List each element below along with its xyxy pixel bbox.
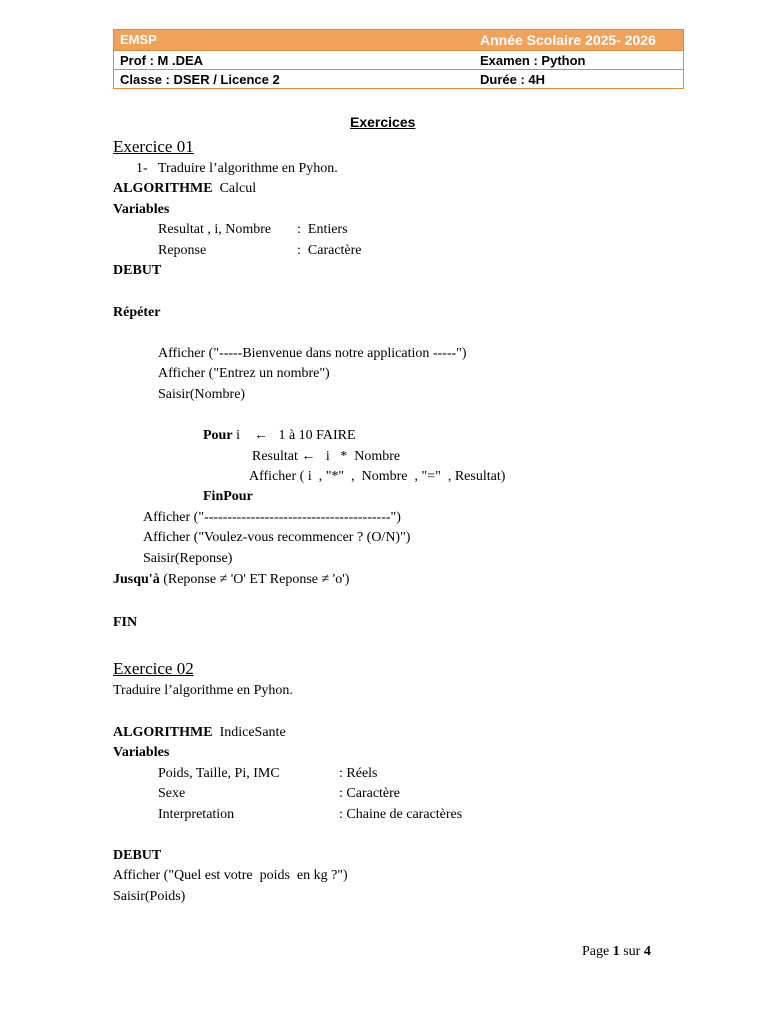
debut-keyword: DEBUT [113, 848, 162, 863]
class-name: Classe : DSER / Licence 2 [120, 72, 280, 87]
var-names: Resultat , i, Nombre [158, 222, 272, 237]
code-line: Saisir(Nombre) [158, 387, 246, 402]
var-type: : Réels [339, 766, 378, 781]
var-names: Poids, Taille, Pi, IMC [158, 766, 280, 781]
code-line: Afficher ("Voulez-vous recommencer ? (O/N)") [143, 530, 411, 545]
finpour-keyword: FinPour [203, 489, 253, 504]
page-title: Exercices [350, 114, 416, 130]
var-names: Interpretation [158, 807, 235, 822]
jusqua-line [113, 572, 349, 588]
var-type: : Chaine de caractères [339, 807, 463, 822]
code-line: Saisir(Poids) [113, 889, 186, 904]
school-name: EMSP [120, 32, 157, 47]
algo-name: Calcul [219, 181, 257, 196]
exam-subject: Examen : Python [480, 53, 586, 68]
exercise-2-instruction: Traduire l’algorithme en Pyhon. [113, 683, 293, 698]
pour-range: i ← 1 à 10 FAIRE [232, 428, 356, 443]
var-type: : Caractère [297, 243, 362, 258]
page-number [582, 944, 651, 960]
algo-keyword: ALGORITHME [113, 181, 213, 196]
code-line: Afficher ("-----Bienvenue dans notre application -----") [158, 346, 467, 361]
jusqua-condition: (Reponse ≠ 'O' ET Reponse ≠ 'o') [159, 572, 350, 587]
code-line: Saisir(Reponse) [143, 551, 233, 566]
debut-keyword: DEBUT [113, 263, 162, 278]
variables-label: Variables [113, 202, 170, 217]
exercise-1-instruction: 1- Traduire l’algorithme en Pyhon. [136, 161, 338, 176]
header-row-class [114, 69, 683, 88]
code-line: Resultat ← i * Nombre [252, 449, 401, 464]
code-line: Afficher ("Entrez un nombre") [158, 366, 330, 381]
code-line: Afficher ("Quel est votre poids en kg ?") [113, 868, 348, 883]
header-table [113, 29, 684, 89]
algo-name: IndiceSante [219, 725, 286, 740]
page-word: Page [582, 944, 613, 959]
code-line: Afficher ("----------------------------------------") [143, 510, 401, 525]
fin-keyword: FIN [113, 615, 138, 630]
var-names: Reponse [158, 243, 207, 258]
algo-2-line [113, 725, 286, 741]
prof-name: Prof : M .DEA [120, 53, 204, 68]
school-year: Année Scolaire 2025- 2026 [480, 32, 656, 48]
page-sur: sur [619, 944, 644, 959]
variables-label: Variables [113, 745, 170, 760]
repeter-keyword: Répéter [113, 305, 161, 320]
page-total: 4 [643, 944, 651, 959]
jusqua-keyword: Jusqu'à [113, 572, 160, 587]
exercise-2-heading: Exercice 02 [113, 659, 194, 678]
header-row-prof [114, 50, 683, 69]
algo-1-line [113, 181, 256, 197]
page-current: 1 [612, 944, 620, 959]
var-type: : Caractère [339, 786, 401, 801]
pour-keyword: Pour [203, 428, 233, 443]
var-names: Sexe [158, 786, 186, 801]
algo-keyword: ALGORITHME [113, 725, 213, 740]
pour-line [203, 428, 356, 444]
code-line: Afficher ( i , "*" , Nombre , "=" , Resultat) [249, 469, 506, 484]
var-type: : Entiers [297, 222, 348, 237]
header-row-school [114, 30, 683, 50]
exam-duration: Durée : 4H [480, 72, 546, 87]
exercise-1-heading: Exercice 01 [113, 137, 194, 156]
